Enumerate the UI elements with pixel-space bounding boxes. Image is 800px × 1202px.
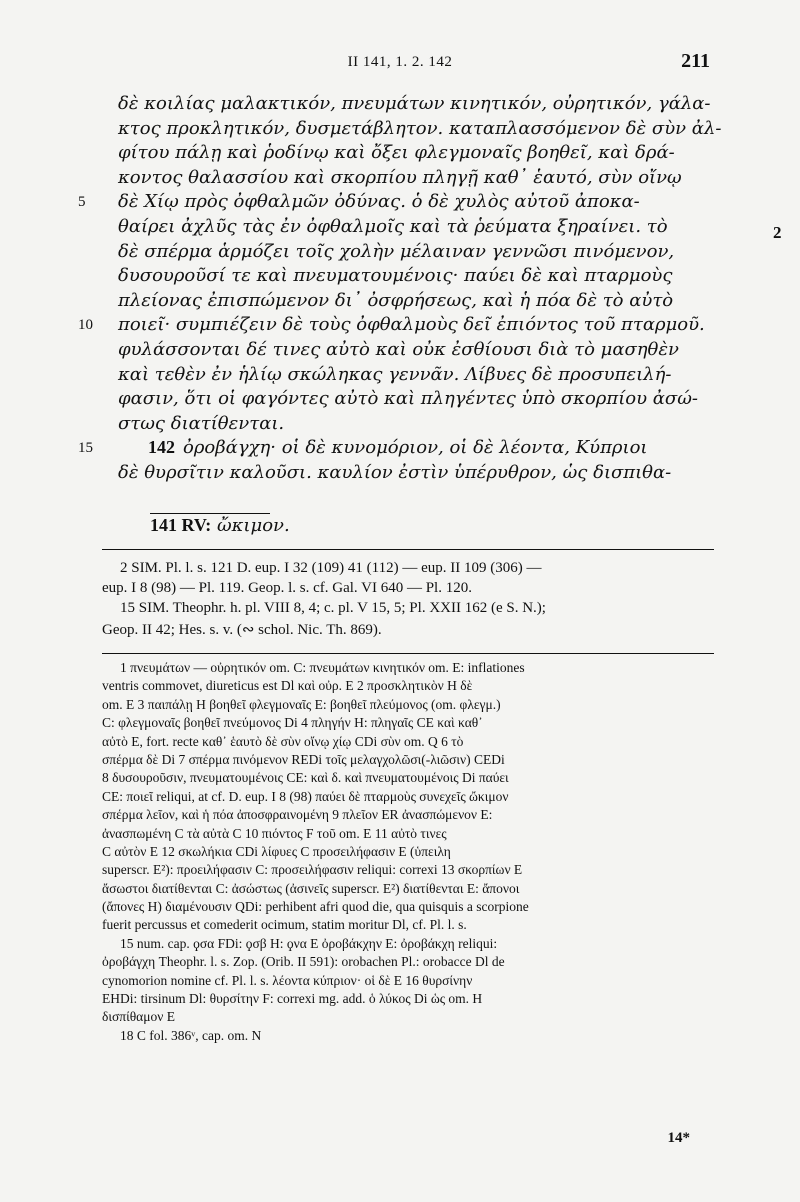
text-line	[118, 191, 712, 215]
apparatus-rule	[102, 653, 714, 654]
text-line	[118, 437, 712, 461]
text-line	[118, 290, 712, 314]
apparatus-line: ὀροβάγχη Theophr. l. s. Zop. (Orib. II 591): orobachen Pl.: orobacce Dl de	[102, 954, 505, 970]
text-line	[118, 364, 712, 388]
line-text: φίτου πάλῃ καὶ ῥοδίνῳ καὶ ὄξει φλεγμοναῖς βοηθεῖ, καὶ δρά-	[118, 142, 675, 164]
line-text: δὲ κοιλίας μαλακτικόν, πνευμάτων κινητικόν, οὐρητικόν, γάλα-	[118, 93, 711, 114]
text-line	[118, 216, 712, 240]
apparatus-line: δισπίθαμον E	[102, 1009, 175, 1025]
text-line	[118, 413, 712, 437]
apparatus-line: C: φλεγμοναῖς βοηθεῖ πνεύμονος Di 4 πληγήν H: πληγαῖς CE καὶ καθ᾿	[102, 715, 483, 731]
textual-note	[150, 515, 762, 536]
apparatus-line: fuerit percussus et comederit ocimum, statim moritur Dl, cf. Pl. l. s.	[102, 917, 467, 933]
text-line	[118, 117, 722, 142]
textual-note-ref: 141 RV:	[150, 515, 212, 535]
apparatus-line: αὐτὸ E, fort. recte καθ᾿ ἑαυτὸ δὲ σὺν οἴνῳ χίῳ CDi σὺν om. Q 6 τὸ	[102, 733, 464, 749]
line-text: φυλάσσονται δέ τινες αὐτὸ καὶ οὐκ ἐσθίουσι διὰ τὸ μασηθὲν	[118, 339, 679, 360]
section-reference: II 141, 1. 2. 142	[347, 54, 453, 70]
apparatus-line: C αὐτὸν E 12 σκωλήκια CDi λίφυες C προσειλήφασιν E (ὑπειλη	[102, 843, 451, 859]
apparatus-line: (ἄπονες H) διαμένουσιν QDi: perhibent afri quod die, qua quisquis a scorpione	[102, 899, 529, 915]
text-line	[118, 93, 712, 117]
apparatus-line: σπέρμα δὲ Di 7 σπέρμα πινόμενον REDi τοῖς μελαγχολῶσι(-λιῶσιν) CEDi	[102, 751, 505, 767]
apparatus-line: ventris commovet, diureticus est Dl καὶ οὐρ. E 2 προσκλητικὸν H δὲ	[102, 678, 473, 694]
line-text: ποιεῖ· συμπιέζειν δὲ τοὺς ὀφθαλμοὺς δεῖ ἐπιόντος τοῦ πταρμοῦ.	[118, 314, 705, 336]
similia-line: eup. I 8 (98) — Pl. 119. Geop. l. s. cf. Gal. VI 640 — Pl. 120.	[102, 580, 472, 596]
text-line	[118, 265, 712, 289]
running-head	[0, 50, 800, 80]
line-text: δὲ σπέρμα ἁρμόζει τοῖς χολὴν μέλαιναν γεννῶσι πινόμενον,	[118, 240, 675, 262]
line-text: κοντος θαλασσίου καὶ σκορπίου πληγῇ καθ᾿ ἑαυτό, σὺν οἴνῳ	[118, 166, 682, 188]
apparatus-line: 8 δυσουροῦσιν, πνευματουμένοις CE: καὶ δ. καὶ πνευματουμένοις Di παύει	[102, 770, 509, 786]
apparatus-line: superscr. E²): προειλήφασιν C: προσειλήφασιν reliqui: correxi 13 σκορπίων E	[102, 862, 523, 878]
line-number: 10	[78, 317, 93, 334]
text-line	[118, 339, 712, 363]
apparatus-line: 15 num. cap. ϙσα FDi: ϙσβ H: ϙνα E ὀροβάκχην E: ὀροβάκχη reliqui:	[120, 935, 498, 951]
apparatus-line: ἄσωστοι διατίθενται C: ἀσώστως (ἀσινεῖς superscr. E²) διατίθενται E: ἄπονοι	[102, 880, 520, 896]
apparatus-line: om. E 3 παιπάλῃ H βοηθεῖ φλεγμοναῖς E: βοηθεῖ πλεύμονος (om. φλεγμ.)	[102, 696, 501, 712]
similia-line: Geop. II 42; Hes. s. v. (∾ schol. Nic. Th. 869).	[102, 622, 382, 638]
text-line	[118, 314, 712, 338]
similia-line: 15 SIM. Theophr. h. pl. VIII 8, 4; c. pl. V 15, 5; Pl. XXII 162 (e S. N.);	[120, 600, 546, 616]
chapter-number: 142	[148, 437, 175, 458]
footnote-rule	[150, 513, 270, 514]
text-line	[118, 142, 712, 166]
page-number: 211	[681, 50, 710, 72]
signature-mark: 14*	[667, 1130, 690, 1146]
line-text: φασιν, ὅτι οἱ φαγόντες αὐτὸ καὶ πληγέντες ὑπὸ σκορπίου ἀσώ-	[118, 388, 698, 410]
apparatus-criticus	[102, 660, 714, 1046]
apparatus-line: 18 C fol. 386ᵛ, cap. om. N	[120, 1027, 262, 1043]
apparatus-line: CE: ποιεῖ reliqui, at cf. D. eup. I 8 (98) παύει δὲ πταρμοὺς συνεχεῖς ὤκιμον	[102, 788, 509, 804]
margin-number: 2	[773, 223, 782, 242]
line-text: στως διατίθενται.	[118, 412, 285, 434]
similia-block	[102, 560, 714, 640]
apparatus-line: EHDi: tirsinum Dl: θυρσίτην F: correxi mg. add. ὁ λύκος Di ὡς om. H	[102, 991, 483, 1007]
apparatus-line: σπέρμα λεῖον, καὶ ἡ πόα ἀποσφραινομένη 9 πλεῖον ER ἀνασπώμενον E:	[102, 807, 493, 823]
text-line	[118, 167, 712, 191]
text-line	[118, 241, 712, 265]
line-text: κτος προκλητικόν, δυσμετάβλητον. καταπλασσόμενον δὲ σὺν ἀλ-	[118, 117, 722, 139]
line-text: καὶ τεθὲν ἐν ἡλίῳ σκώληκας γεννᾶν. Λίβυες δὲ προσυπειλή-	[118, 363, 672, 385]
apparatus-line: cynomorion nomine cf. Pl. l. s. λέοντα κύπριον· οἱ δὲ E 16 θυρσίνην	[102, 972, 473, 988]
line-number: 5	[78, 194, 86, 211]
text-line	[118, 388, 712, 412]
apparatus-line: ἀνασπωμένη C τὰ αὐτὰ C 10 πιόντος F τοῦ om. E 11 αὐτὸ τινες	[102, 825, 447, 841]
line-text: δὲ θυρσῖτιν καλοῦσι. καυλίον ἐστὶν ὑπέρυθρον, ὡς δισπιθα-	[118, 462, 672, 483]
line-text: δυσουροῦσί τε καὶ πνευματουμένοις· παύει δὲ καὶ πταρμοὺς	[118, 265, 673, 287]
line-text: δὲ Χίῳ πρὸς ὀφθαλμῶν ὀδύνας. ὁ δὲ χυλὸς αὐτοῦ ἀποκα-	[118, 191, 640, 213]
line-text: θαίρει ἀχλῦς τὰς ἐν ὀφθαλμοῖς καὶ τὰ ῥεύματα ξηραίνει. τὸ	[118, 216, 668, 237]
line-number: 15	[78, 440, 93, 457]
apparatus-line: 1 πνευμάτων — οὐρητικόν om. C: πνευμάτων κινητικόν om. E: inflationes	[120, 660, 525, 675]
similia-rule	[102, 549, 714, 550]
line-text: πλείονας ἐπισπώμενον δι᾿ ὀσφρήσεως, καὶ ἡ πόα δὲ τὸ αὐτὸ	[118, 289, 674, 311]
textual-note-text: ὤκιμον.	[216, 515, 290, 536]
text-line	[118, 462, 712, 486]
line-text: ὀροβάγχη· οἱ δὲ κυνομόριον, οἱ δὲ λέοντα, Κύπριοι	[183, 437, 648, 459]
similia-line: 2 SIM. Pl. l. s. 121 D. eup. I 32 (109) 41 (112) — eup. II 109 (306) —	[120, 560, 542, 576]
